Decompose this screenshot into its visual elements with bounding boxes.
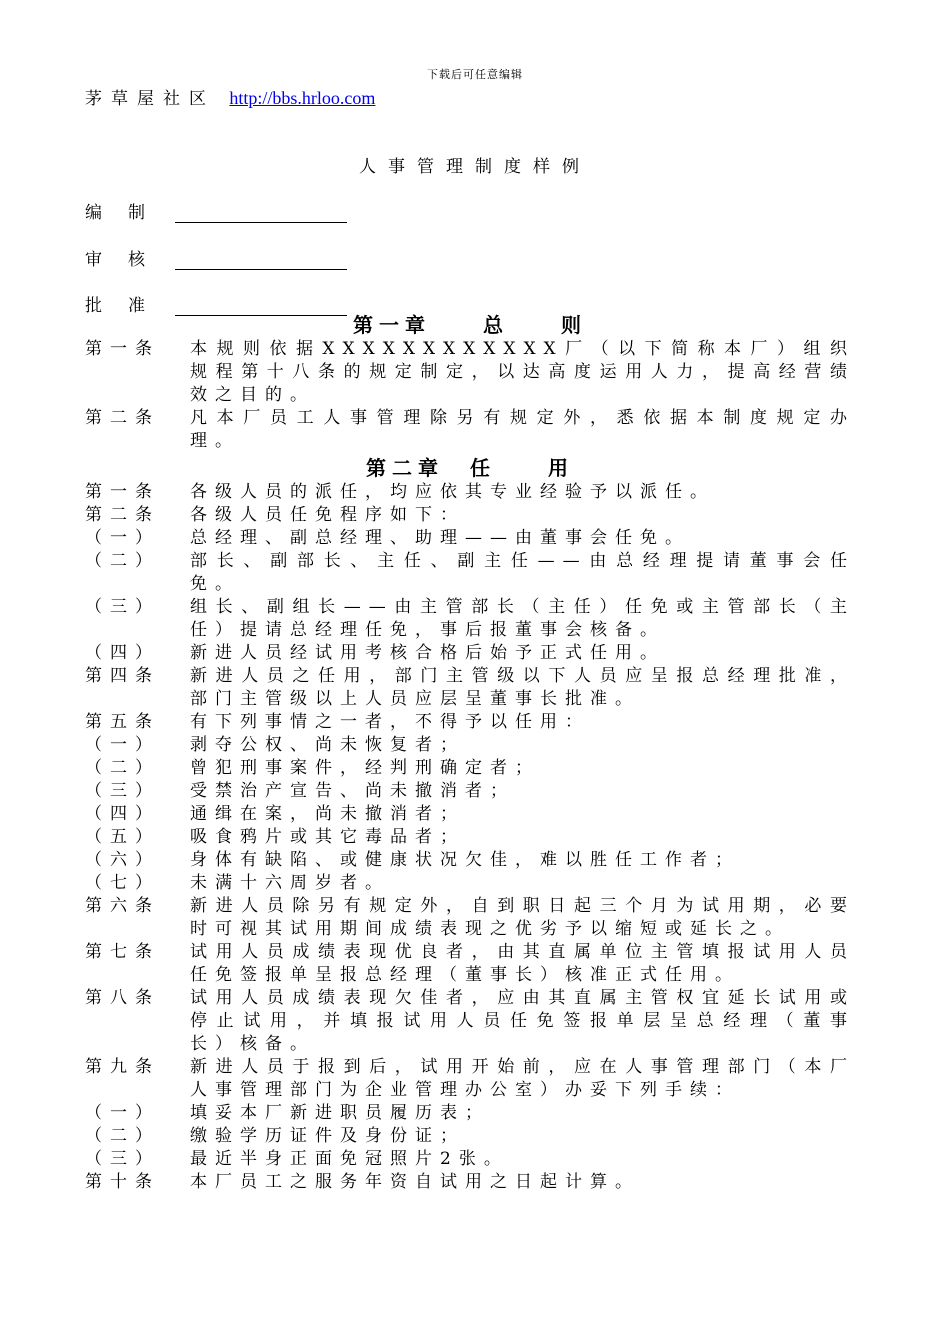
article-item xyxy=(85,1148,855,1171)
signature-blank xyxy=(175,251,347,270)
article-item xyxy=(85,734,855,757)
article-item xyxy=(85,1056,855,1102)
article-number: 第十条 xyxy=(85,1172,160,1192)
article-number: （三） xyxy=(85,1149,160,1169)
article-number: 第七条 xyxy=(85,942,160,962)
article-text: 有下列事情之一者，不得予以任用： xyxy=(190,712,590,732)
article-text: 试用人员成绩表现优良者，由其直属单位主管填报试用人员任免签报单呈报总经理（董事长）核准正式任用。 xyxy=(190,942,855,985)
article-item xyxy=(85,941,855,987)
article-number: （一） xyxy=(85,735,160,755)
header-note: 下载后可任意编辑 xyxy=(427,68,523,81)
article-number: （三） xyxy=(85,781,160,801)
article-item xyxy=(85,504,855,527)
article-number: （二） xyxy=(85,758,160,778)
signature-row-compile xyxy=(85,198,347,223)
signature-row-review xyxy=(85,245,347,270)
article-item xyxy=(85,826,855,849)
article-number: （七） xyxy=(85,873,160,893)
article-number: （二） xyxy=(85,1126,160,1146)
article-number: （一） xyxy=(85,1103,160,1123)
article-number: 第四条 xyxy=(85,666,160,686)
article-number: 第一条 xyxy=(85,339,160,359)
article-item xyxy=(85,665,855,711)
article-text: 剥夺公权、尚未恢复者； xyxy=(190,735,465,755)
article-text: 新进人员于报到后，试用开始前，应在人事管理部门（本厂人事管理部门为企业管理办公室）办妥下列手续： xyxy=(190,1057,855,1100)
article-number: 第八条 xyxy=(85,988,160,1008)
chapter-2-title: 第二章 任 用 xyxy=(366,456,574,480)
article-item xyxy=(85,550,855,596)
article-number: （五） xyxy=(85,827,160,847)
article-text: 各级人员的派任，均应依其专业经验予以派任。 xyxy=(190,482,715,502)
article-text: 凡本厂员工人事管理除另有规定外，悉依据本制度规定办理。 xyxy=(190,408,855,451)
article-text: 本厂员工之服务年资自试用之日起计算。 xyxy=(190,1172,640,1192)
article-text: 未满十六周岁者。 xyxy=(190,873,390,893)
article-item xyxy=(85,711,855,734)
article-text: 曾犯刑事案件，经判刑确定者； xyxy=(190,758,540,778)
article-item xyxy=(85,481,855,504)
article-number: 第二条 xyxy=(85,408,160,428)
article-text: 最近半身正面免冠照片2张。 xyxy=(190,1149,509,1169)
article-item xyxy=(85,987,855,1056)
article-number: （四） xyxy=(85,804,160,824)
article-number: 第二条 xyxy=(85,505,160,525)
signature-label: 批准 xyxy=(85,296,171,316)
article-item xyxy=(85,803,855,826)
article-item xyxy=(85,895,855,941)
article-item xyxy=(85,849,855,872)
site-header xyxy=(85,84,375,109)
article-text: 缴验学历证件及身份证； xyxy=(190,1126,465,1146)
article-text: 身体有缺陷、或健康状况欠佳，难以胜任工作者； xyxy=(190,850,740,870)
article-text: 本规则依据XXXXXXXXXXXX厂（以下简称本厂）组织规程第十八条的规定制定，以达高度运用人力，提高经营绩效之目的。 xyxy=(190,339,855,405)
document-title: 人事管理制度样例 xyxy=(359,157,591,177)
article-text: 通缉在案，尚未撤消者； xyxy=(190,804,465,824)
article-number: （一） xyxy=(85,528,160,548)
article-item xyxy=(85,872,855,895)
article-number: （六） xyxy=(85,850,160,870)
article-number: （二） xyxy=(85,551,160,571)
article-item xyxy=(85,642,855,665)
article-text: 总经理、副总经理、助理——由董事会任免。 xyxy=(190,528,690,548)
article-text: 组长、副组长——由主管部长（主任）任免或主管部长（主任）提请总经理任免，事后报董事会核备。 xyxy=(190,597,855,640)
article-item xyxy=(85,527,855,550)
article-item xyxy=(85,596,855,642)
article-number: 第六条 xyxy=(85,896,160,916)
article-text: 新进人员经试用考核合格后始予正式任用。 xyxy=(190,643,665,663)
article-number: （三） xyxy=(85,597,160,617)
article-text: 新进人员除另有规定外，自到职日起三个月为试用期，必要时可视其试用期间成绩表现之优劣予以缩短或延长之。 xyxy=(190,896,855,939)
chapter-1-title: 第一章 总 则 xyxy=(353,313,587,337)
article-number: 第五条 xyxy=(85,712,160,732)
site-name: 茅草屋社区 xyxy=(85,89,215,109)
article-item xyxy=(85,338,855,407)
article-item xyxy=(85,780,855,803)
article-text: 受禁治产宣告、尚未撤消者； xyxy=(190,781,515,801)
document-body xyxy=(85,312,855,1194)
article-text: 吸食鸦片或其它毒品者； xyxy=(190,827,465,847)
article-text: 各级人员任免程序如下： xyxy=(190,505,465,525)
article-item xyxy=(85,407,855,453)
article-number: 第一条 xyxy=(85,482,160,502)
article-text: 试用人员成绩表现欠佳者，应由其直属主管权宜延长试用或停止试用，并填报试用人员任免签报单层呈总经理（董事长）核备。 xyxy=(190,988,855,1054)
article-number: 第九条 xyxy=(85,1057,160,1077)
signature-label: 审核 xyxy=(85,250,171,270)
signature-label: 编制 xyxy=(85,203,171,223)
chapter-1-articles xyxy=(85,338,855,453)
article-text: 部长、副部长、主任、副主任——由总经理提请董事会任免。 xyxy=(190,551,855,594)
article-item xyxy=(85,1171,855,1194)
signature-blank xyxy=(175,204,347,223)
site-link[interactable]: http://bbs.hrloo.com xyxy=(229,88,376,108)
article-text: 新进人员之任用，部门主管级以下人员应呈报总经理批准，部门主管级以上人员应层呈董事长批准。 xyxy=(190,666,855,709)
article-item xyxy=(85,1102,855,1125)
article-text: 填妥本厂新进职员履历表； xyxy=(190,1103,490,1123)
article-number: （四） xyxy=(85,643,160,663)
chapter-2-articles xyxy=(85,481,855,1194)
article-item xyxy=(85,757,855,780)
article-item xyxy=(85,1125,855,1148)
